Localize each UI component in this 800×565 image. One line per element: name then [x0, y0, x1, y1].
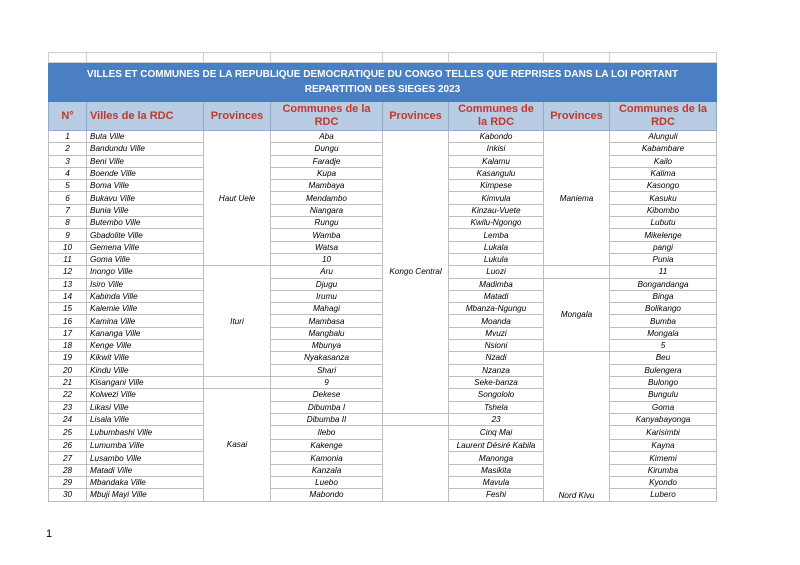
- commune-cell-3[interactable]: Alunguli: [610, 131, 717, 143]
- grid-cell[interactable]: [271, 53, 383, 63]
- grid-cell[interactable]: [449, 53, 544, 63]
- commune-cell-3[interactable]: pangi: [610, 241, 717, 253]
- province-cell-1[interactable]: [204, 376, 271, 388]
- commune-cell-1[interactable]: Kamonia: [271, 452, 383, 464]
- ville-cell[interactable]: Kikwit Ville: [87, 352, 204, 364]
- row-number[interactable]: 8: [49, 217, 87, 229]
- ville-cell[interactable]: Likasi Ville: [87, 401, 204, 413]
- ville-cell[interactable]: Buta Ville: [87, 131, 204, 143]
- row-number[interactable]: 19: [49, 352, 87, 364]
- ville-cell[interactable]: Kisangani Ville: [87, 376, 204, 388]
- commune-cell-3[interactable]: Kayna: [610, 440, 717, 452]
- commune-cell-2[interactable]: Kwilu-Ngongo: [449, 217, 544, 229]
- commune-cell-2[interactable]: Kalamu: [449, 155, 544, 167]
- row-number[interactable]: 29: [49, 477, 87, 489]
- ville-cell[interactable]: Boende Ville: [87, 167, 204, 179]
- ville-cell[interactable]: Beni Ville: [87, 155, 204, 167]
- ville-cell[interactable]: Boma Ville: [87, 180, 204, 192]
- row-number[interactable]: 16: [49, 315, 87, 327]
- villes-communes-table: [48, 52, 717, 502]
- commune-cell-1[interactable]: Dibumba II: [271, 413, 383, 425]
- commune-cell-1[interactable]: Faradje: [271, 155, 383, 167]
- commune-cell-1[interactable]: 10: [271, 253, 383, 265]
- ville-cell[interactable]: Goma Ville: [87, 253, 204, 265]
- commune-cell-3[interactable]: Kalima: [610, 167, 717, 179]
- commune-cell-2[interactable]: Nzanza: [449, 364, 544, 376]
- row-number[interactable]: 5: [49, 180, 87, 192]
- spreadsheet: [48, 52, 717, 502]
- header-row: [49, 102, 717, 131]
- commune-cell-3[interactable]: Kasuku: [610, 192, 717, 204]
- commune-cell-2[interactable]: Lukula: [449, 253, 544, 265]
- commune-cell-3[interactable]: Goma: [610, 401, 717, 413]
- commune-cell-1[interactable]: Aru: [271, 266, 383, 278]
- commune-cell-1[interactable]: Nyakasanza: [271, 352, 383, 364]
- ville-cell[interactable]: Lubumbashi Ville: [87, 426, 204, 440]
- commune-cell-1[interactable]: Rungu: [271, 217, 383, 229]
- commune-cell-2[interactable]: Seke-banza: [449, 376, 544, 388]
- header-provinces-3[interactable]: Provinces: [544, 102, 610, 131]
- grid-cell[interactable]: [610, 53, 717, 63]
- commune-cell-3[interactable]: Kasongo: [610, 180, 717, 192]
- province-cell-2[interactable]: [383, 426, 449, 501]
- grid-cell[interactable]: [383, 53, 449, 63]
- commune-cell-1[interactable]: Dekese: [271, 389, 383, 401]
- commune-cell-1[interactable]: Djugu: [271, 278, 383, 290]
- row-number[interactable]: 25: [49, 426, 87, 440]
- commune-cell-1[interactable]: Mbunya: [271, 340, 383, 352]
- ville-cell[interactable]: Kalemie Ville: [87, 303, 204, 315]
- table-title[interactable]: VILLES ET COMMUNES DE LA REPUBLIQUE DEMOCRATIQUE DU CONGO TELLES QUE REPRISES DANS LA LOI PORTANT REPARTITION DES SIEGES 2023: [49, 63, 717, 102]
- commune-cell-1[interactable]: Luebo: [271, 477, 383, 489]
- commune-cell-2[interactable]: Inkisi: [449, 143, 544, 155]
- row-number[interactable]: 14: [49, 290, 87, 302]
- commune-cell-3[interactable]: Bongandanga: [610, 278, 717, 290]
- row-number[interactable]: 12: [49, 266, 87, 278]
- commune-cell-3[interactable]: Lubero: [610, 489, 717, 501]
- commune-cell-2[interactable]: 23: [449, 413, 544, 425]
- ville-cell[interactable]: Kabinda Ville: [87, 290, 204, 302]
- commune-cell-1[interactable]: Watsa: [271, 241, 383, 253]
- header-provinces-2[interactable]: Provinces: [383, 102, 449, 131]
- row-number[interactable]: 6: [49, 192, 87, 204]
- commune-cell-3[interactable]: Kibombo: [610, 204, 717, 216]
- ville-cell[interactable]: Kenge Ville: [87, 340, 204, 352]
- commune-cell-3[interactable]: Kyondo: [610, 477, 717, 489]
- ville-cell[interactable]: Isiro Ville: [87, 278, 204, 290]
- row-number[interactable]: 18: [49, 340, 87, 352]
- commune-cell-3[interactable]: Kirumba: [610, 464, 717, 476]
- commune-cell-1[interactable]: Dungu: [271, 143, 383, 155]
- commune-cell-1[interactable]: Aba: [271, 131, 383, 143]
- commune-cell-2[interactable]: Mbanza-Ngungu: [449, 303, 544, 315]
- commune-cell-2[interactable]: Moanda: [449, 315, 544, 327]
- ville-cell[interactable]: Bandundu Ville: [87, 143, 204, 155]
- page-number: 1: [46, 528, 53, 540]
- ville-cell[interactable]: Butembo Ville: [87, 217, 204, 229]
- row-number[interactable]: 1: [49, 131, 87, 143]
- row-number[interactable]: 22: [49, 389, 87, 401]
- commune-cell-3[interactable]: 5: [610, 340, 717, 352]
- row-number[interactable]: 20: [49, 364, 87, 376]
- commune-cell-1[interactable]: Shari: [271, 364, 383, 376]
- ville-cell[interactable]: Kindu Ville: [87, 364, 204, 376]
- ville-cell[interactable]: Lumumba Ville: [87, 440, 204, 452]
- province-cell-3[interactable]: Nord Kivu: [544, 352, 610, 501]
- commune-cell-2[interactable]: Luozi: [449, 266, 544, 278]
- table-row: [49, 426, 717, 440]
- row-number[interactable]: 4: [49, 167, 87, 179]
- ville-cell[interactable]: Mbandaka Ville: [87, 477, 204, 489]
- row-number[interactable]: 28: [49, 464, 87, 476]
- ville-cell[interactable]: Lusambo Ville: [87, 452, 204, 464]
- commune-cell-3[interactable]: Kimemi: [610, 452, 717, 464]
- row-number[interactable]: 9: [49, 229, 87, 241]
- row-number[interactable]: 7: [49, 204, 87, 216]
- ville-cell[interactable]: Kananga Ville: [87, 327, 204, 339]
- row-number[interactable]: 21: [49, 376, 87, 388]
- province-cell-2[interactable]: Kongo Central: [383, 131, 449, 414]
- commune-cell-3[interactable]: Kabambare: [610, 143, 717, 155]
- ville-cell[interactable]: Kamina Ville: [87, 315, 204, 327]
- commune-cell-2[interactable]: Mavula: [449, 477, 544, 489]
- commune-cell-2[interactable]: Kimpese: [449, 180, 544, 192]
- commune-cell-1[interactable]: Irumu: [271, 290, 383, 302]
- header-provinces-1[interactable]: Provinces: [204, 102, 271, 131]
- commune-cell-3[interactable]: Bungulu: [610, 389, 717, 401]
- commune-cell-2[interactable]: Laurent Désiré Kabila: [449, 440, 544, 452]
- commune-cell-3[interactable]: Mikelenge: [610, 229, 717, 241]
- commune-cell-1[interactable]: Kanzala: [271, 464, 383, 476]
- commune-cell-1[interactable]: Mabondo: [271, 489, 383, 501]
- commune-cell-1[interactable]: 9: [271, 376, 383, 388]
- row-number[interactable]: 17: [49, 327, 87, 339]
- header-villes[interactable]: Villes de la RDC: [87, 102, 204, 131]
- row-number[interactable]: 3: [49, 155, 87, 167]
- commune-cell-2[interactable]: Manonga: [449, 452, 544, 464]
- commune-cell-1[interactable]: Ilebo: [271, 426, 383, 440]
- ville-cell[interactable]: Matadi Ville: [87, 464, 204, 476]
- commune-cell-1[interactable]: Mambasa: [271, 315, 383, 327]
- commune-cell-3[interactable]: Punia: [610, 253, 717, 265]
- header-n[interactable]: N°: [49, 102, 87, 131]
- province-cell-1[interactable]: Ituri: [204, 266, 271, 377]
- table-row: [49, 413, 717, 425]
- commune-cell-3[interactable]: Binga: [610, 290, 717, 302]
- commune-cell-2[interactable]: Nsioni: [449, 340, 544, 352]
- commune-cell-1[interactable]: Niangara: [271, 204, 383, 216]
- row-number[interactable]: 2: [49, 143, 87, 155]
- commune-cell-3[interactable]: Bulengera: [610, 364, 717, 376]
- header-communes-1[interactable]: Communes de la RDC: [271, 102, 383, 131]
- row-number[interactable]: 30: [49, 489, 87, 501]
- commune-cell-3[interactable]: Lubutu: [610, 217, 717, 229]
- province-cell-1[interactable]: Haut Uele: [204, 131, 271, 266]
- commune-cell-3[interactable]: Mongala: [610, 327, 717, 339]
- commune-cell-2[interactable]: Madimba: [449, 278, 544, 290]
- empty-grid-row: [49, 53, 717, 63]
- commune-cell-2[interactable]: Kimvula: [449, 192, 544, 204]
- table-row: [49, 131, 717, 143]
- commune-cell-1[interactable]: Wamba: [271, 229, 383, 241]
- commune-cell-2[interactable]: Songololo: [449, 389, 544, 401]
- province-cell-2[interactable]: [383, 413, 449, 425]
- commune-cell-1[interactable]: Kakenge: [271, 440, 383, 452]
- ville-cell[interactable]: Lisala Ville: [87, 413, 204, 425]
- row-number[interactable]: 27: [49, 452, 87, 464]
- commune-cell-3[interactable]: Karisimbi: [610, 426, 717, 440]
- ville-cell[interactable]: Bunia Ville: [87, 204, 204, 216]
- commune-cell-2[interactable]: Tshela: [449, 401, 544, 413]
- ville-cell[interactable]: Kolwezi Ville: [87, 389, 204, 401]
- commune-cell-1[interactable]: Mendambo: [271, 192, 383, 204]
- commune-cell-2[interactable]: Masikita: [449, 464, 544, 476]
- commune-cell-2[interactable]: Mvuzi: [449, 327, 544, 339]
- commune-cell-2[interactable]: Feshi: [449, 489, 544, 501]
- ville-cell[interactable]: Mbuji Mayi Ville: [87, 489, 204, 501]
- header-communes-2[interactable]: Communes de la RDC: [449, 102, 544, 131]
- commune-cell-2[interactable]: Kasangulu: [449, 167, 544, 179]
- commune-cell-3[interactable]: Beu: [610, 352, 717, 364]
- grid-cell[interactable]: [544, 53, 610, 63]
- commune-cell-2[interactable]: Kabondo: [449, 131, 544, 143]
- row-number[interactable]: 13: [49, 278, 87, 290]
- commune-cell-2[interactable]: Lukala: [449, 241, 544, 253]
- commune-cell-3[interactable]: Bolikango: [610, 303, 717, 315]
- grid-cell[interactable]: [49, 53, 87, 63]
- row-number[interactable]: 10: [49, 241, 87, 253]
- commune-cell-1[interactable]: Kupa: [271, 167, 383, 179]
- header-communes-3[interactable]: Communes de la RDC: [610, 102, 717, 131]
- commune-cell-3[interactable]: Bumba: [610, 315, 717, 327]
- commune-cell-2[interactable]: Kinzau-Vuete: [449, 204, 544, 216]
- row-number[interactable]: 11: [49, 253, 87, 265]
- province-cell-3[interactable]: Mongala: [544, 278, 610, 352]
- row-number[interactable]: 15: [49, 303, 87, 315]
- row-number[interactable]: 26: [49, 440, 87, 452]
- commune-cell-2[interactable]: Cinq Mai: [449, 426, 544, 440]
- commune-cell-3[interactable]: Kailo: [610, 155, 717, 167]
- commune-cell-2[interactable]: Lemba: [449, 229, 544, 241]
- grid-cell[interactable]: [204, 53, 271, 63]
- commune-cell-2[interactable]: Nzadi: [449, 352, 544, 364]
- commune-cell-1[interactable]: Mambaya: [271, 180, 383, 192]
- commune-cell-3[interactable]: Bulongo: [610, 376, 717, 388]
- province-cell-1[interactable]: Kasai: [204, 389, 271, 501]
- ville-cell[interactable]: Inongo Ville: [87, 266, 204, 278]
- commune-cell-1[interactable]: Mahagi: [271, 303, 383, 315]
- row-number[interactable]: 23: [49, 401, 87, 413]
- title-row: [49, 63, 717, 102]
- commune-cell-3[interactable]: 11: [610, 266, 717, 278]
- ville-cell[interactable]: Gbadolite Ville: [87, 229, 204, 241]
- row-number[interactable]: 24: [49, 413, 87, 425]
- grid-cell[interactable]: [87, 53, 204, 63]
- commune-cell-2[interactable]: Matadi: [449, 290, 544, 302]
- province-cell-3[interactable]: [544, 266, 610, 278]
- commune-cell-3[interactable]: Kanyabayonga: [610, 413, 717, 425]
- commune-cell-1[interactable]: Mangbalu: [271, 327, 383, 339]
- ville-cell[interactable]: Bukavu Ville: [87, 192, 204, 204]
- commune-cell-1[interactable]: Dibumba I: [271, 401, 383, 413]
- ville-cell[interactable]: Gemena Ville: [87, 241, 204, 253]
- province-cell-3[interactable]: Maniema: [544, 131, 610, 266]
